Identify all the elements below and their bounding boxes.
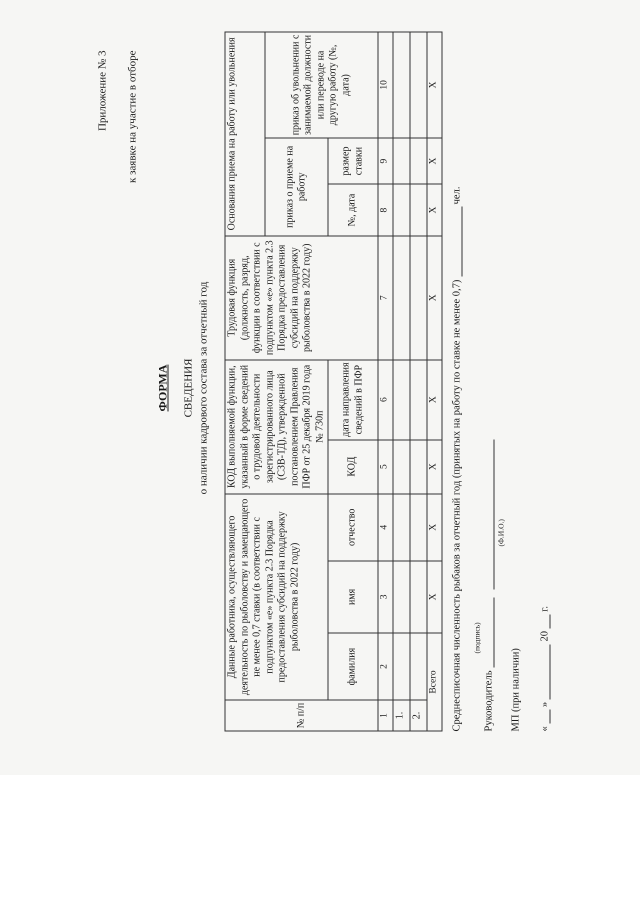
table-cell bbox=[409, 137, 426, 183]
fio-hint: (Ф.И.О.) bbox=[496, 518, 505, 546]
table-cell bbox=[409, 184, 426, 236]
table-cell bbox=[392, 32, 409, 138]
annex-note: к заявке на участие в отборе bbox=[126, 50, 138, 183]
total-mark: Х bbox=[426, 235, 441, 359]
column-number-row bbox=[378, 32, 393, 731]
total-mark: Х bbox=[426, 184, 441, 236]
year-suffix: г. bbox=[539, 605, 550, 612]
month-blank bbox=[538, 644, 550, 699]
date-quote-open: « bbox=[539, 725, 550, 731]
header-patronymic: отчество bbox=[328, 493, 378, 560]
total-row bbox=[426, 32, 441, 731]
total-mark: Х bbox=[426, 137, 441, 183]
col-number: 2 bbox=[378, 633, 393, 700]
table-cell bbox=[409, 439, 426, 493]
form-title: СВЕДЕНИЯ bbox=[182, 358, 194, 417]
table-cell bbox=[392, 493, 409, 560]
table-cell bbox=[392, 235, 409, 359]
table-row bbox=[409, 32, 426, 731]
date-quote-close: » bbox=[539, 701, 550, 707]
day-blank bbox=[538, 709, 550, 723]
staff-table bbox=[224, 31, 442, 731]
table-row bbox=[392, 32, 409, 731]
col-number: 7 bbox=[378, 235, 393, 359]
table-cell bbox=[392, 560, 409, 632]
head-label: Руководитель bbox=[483, 670, 494, 731]
header-num: № п/п bbox=[225, 700, 378, 731]
total-mark: Х bbox=[426, 439, 441, 493]
header-hire-number-date: №, дата bbox=[328, 184, 378, 236]
total-mark: Х bbox=[426, 359, 441, 439]
header-employee: Данные работника, осуществляющего деятельность по рыболовству и замещающего не менее 0,7 ставки (в соответствии с подпунктом «е» пункта 2.3 Порядка предоставления субсидий на поддержку рыболовства в 2022 году) bbox=[225, 493, 328, 699]
header-grounds: Основания приема на работу или увольнения bbox=[225, 32, 265, 236]
year-prefix: 20 bbox=[539, 630, 550, 641]
average-count-blank bbox=[450, 206, 462, 276]
col-number: 1 bbox=[378, 700, 393, 731]
header-labor-function: Трудовая функция (должность, разряд, функции в соответствии с подпунктом «е» пункта 2.3 Порядка предоставления субсидий на поддержку рыболовства в 2022 году) bbox=[225, 235, 378, 359]
table-cell bbox=[392, 439, 409, 493]
year-blank bbox=[538, 614, 550, 628]
total-label: Всего bbox=[426, 633, 441, 731]
total-mark: Х bbox=[426, 560, 441, 632]
table-cell bbox=[392, 184, 409, 236]
table-cell bbox=[409, 560, 426, 632]
header-hire-rate: размер ставки bbox=[328, 137, 378, 183]
col-number: 4 bbox=[378, 493, 393, 560]
signature-blank bbox=[482, 597, 494, 667]
table-cell bbox=[409, 235, 426, 359]
table-cell bbox=[392, 137, 409, 183]
date-line bbox=[538, 606, 550, 732]
header-pfr-date: дата направления сведений в ПФР bbox=[328, 359, 378, 439]
total-mark: Х bbox=[426, 32, 441, 138]
header-name: имя bbox=[328, 560, 378, 632]
average-count-unit: чел. bbox=[451, 186, 462, 204]
col-number: 10 bbox=[378, 32, 393, 138]
row-number: 2. bbox=[409, 700, 426, 731]
col-number: 5 bbox=[378, 439, 393, 493]
col-number: 8 bbox=[378, 184, 393, 236]
table-cell bbox=[409, 32, 426, 138]
header-dismiss-order: приказ об увольнении с занимаемой должности или переводе на другую работу (№, дата) bbox=[265, 32, 378, 138]
form-subtitle: о наличии кадрового состава за отчетный год bbox=[197, 281, 209, 494]
col-number: 3 bbox=[378, 560, 393, 632]
total-mark: Х bbox=[426, 493, 441, 560]
header-hire-order: приказ о приеме на работу bbox=[265, 137, 328, 235]
head-signature-line bbox=[472, 439, 505, 731]
table-cell bbox=[409, 359, 426, 439]
row-number: 1. bbox=[392, 700, 409, 731]
form-heading: ФОРМА bbox=[155, 364, 169, 411]
signature-hint: (подпись) bbox=[472, 621, 481, 653]
header-code: КОД bbox=[328, 439, 378, 493]
average-count-label: Среднесписочная численность рыбаков за отчетный год (принятых на работу по ставке не менее 0,7) bbox=[451, 279, 462, 731]
header-surname: фамилия bbox=[328, 633, 378, 700]
average-count-line bbox=[450, 186, 462, 731]
table-cell bbox=[392, 633, 409, 700]
table-cell bbox=[409, 633, 426, 700]
stamp-label: МП (при наличии) bbox=[510, 647, 521, 731]
fio-blank bbox=[482, 439, 494, 589]
col-number: 6 bbox=[378, 359, 393, 439]
col-number: 9 bbox=[378, 137, 393, 183]
annex-number: Приложение № 3 bbox=[96, 50, 108, 131]
header-function-code: КОД выполняемой функции, указанный в форме сведений о трудовой деятельности зарегистрированного лица (СЗВ-ТД), утвержденной постановлением Правления ПФР от 25 декабря 2019 года № 730п bbox=[225, 359, 328, 493]
table-cell bbox=[409, 493, 426, 560]
table-cell bbox=[392, 359, 409, 439]
